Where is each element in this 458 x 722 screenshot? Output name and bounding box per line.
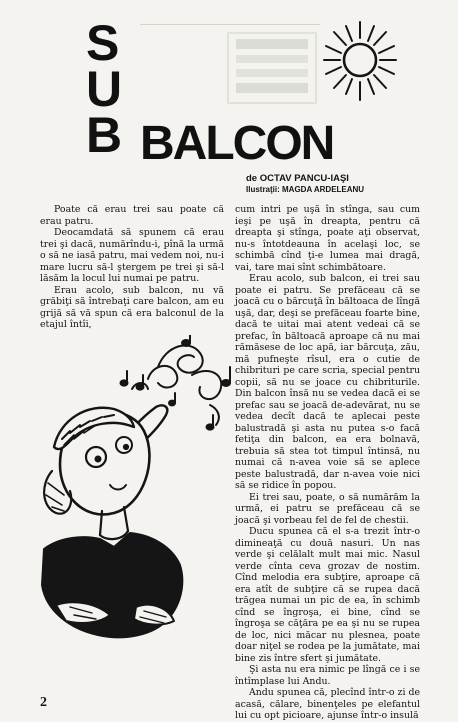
author-prefix: de (246, 173, 258, 184)
title-letter-u: U (86, 61, 122, 117)
author-name: OCTAV PANCU-IAŞI (259, 173, 349, 184)
paragraph: Ei trei sau, poate, o să numărăm la urmă, ei patru se prefăceau că se joacă şi vorbeau fel de fel de chestii. (235, 491, 420, 526)
illustrator-name: MAGDA ARDELEANU (282, 185, 365, 194)
title-balcon: BALCON (140, 117, 334, 170)
paragraph: Erau acolo, sub balcon, ei trei sau poate ei patru. Se prefăceau că se joacă cu o bărcuţă în băltoaca de lîngă uşă, dar, deşi se prefăceau foarte bine, dacă te uitai mai atent vedeai că se prefac, în băltoacă aproape că nu mai rămăsese de loc apă, iar bărcuţa, zău, mă pufneşte rîsul, era o cutie de chibrituri pe care scria, special pentru copii, să nu se joace cu chibriturile. Din balcon însă nu se vedea dacă ei se prefac sau se joacă de-adevărat, nu se vedea decît dacă te aplecai peste balustradă şi asta nu putea s-o facă fetiţa din balcon, ea era bolnavă, trebuia să stea tot timpul întinsă, nu numai că n-avea voie să se aplece peste balustradă, dar n-avea voie nici să se ridice în popou. (235, 273, 420, 491)
boy-with-music-illustration (40, 335, 240, 655)
paragraph: Andu spunea că, plecînd într-o zi de acasă, călare, binenţeles pe elefantul lui cu opt picioare, ajunse într-o insulă (235, 687, 420, 721)
paragraph: Deocamdată să spunem că erau trei şi dacă, numărîndu-i, pînă la urmă o să ne iasă patru, mai vedem noi, nu-i mare lucru să-l ştergem pe trei şi să-l lăsăm la locul lui numai pe patru. (40, 227, 224, 284)
paragraph: Poate că erau trei sau poate că erau patru. (40, 204, 224, 227)
paragraph: Ducu spunea că el s-a trezit într-o dimineaţă cu două nasuri. Un nas verde şi celălalt mult mai mic. Nasul verde cînta ceva grozav de nostim. Cînd melodia era subţire, aproape că era atît de subţire că se rupea dacă trăgea numai un pic de ea, în schimb cînd se îngroşa, ei bine, cînd se îngroşa se căţăra pe ea şi nu se rupea de loc, nici măcar nu plesnea, poate doar niţel se rodea pe la jumătate, mai bine zis între sfert şi jumătate. (235, 526, 420, 664)
page-number: 2 (40, 695, 47, 710)
paragraph-continuation: cum intri pe uşă în stînga, sau cum ieşi pe uşă în dreapta, pentru că dreapta şi stînga, poate aţi observat, nu-s întotdeauna în acelaşi loc, se schimbă cînd ţi-e lumea mai dragă, vai, tare mai sînt schimbătoare. (235, 204, 420, 273)
title-letter-b: B (86, 107, 122, 163)
left-column (40, 204, 224, 331)
illustrator-label: Ilustraţii: (246, 185, 280, 194)
music-notes-icon (121, 335, 231, 430)
sun-icon (322, 16, 398, 106)
author-line (246, 173, 364, 184)
title-letter-s: S (86, 15, 119, 71)
paragraph: Erau acolo, sub balcon, nu vă grăbiţi să întrebaţi care balcon, am eu grijă să vă spun că era balconul de la etajul întîi, (40, 284, 224, 330)
poster-frame (140, 25, 320, 113)
illustrator-line (246, 185, 364, 194)
byline (246, 173, 364, 194)
title-sub (86, 15, 138, 163)
right-column (235, 204, 420, 722)
background-poster (140, 24, 320, 113)
paragraph: Şi asta nu era nimic pe lîngă ce i se întîmplase lui Andu. (235, 664, 420, 687)
